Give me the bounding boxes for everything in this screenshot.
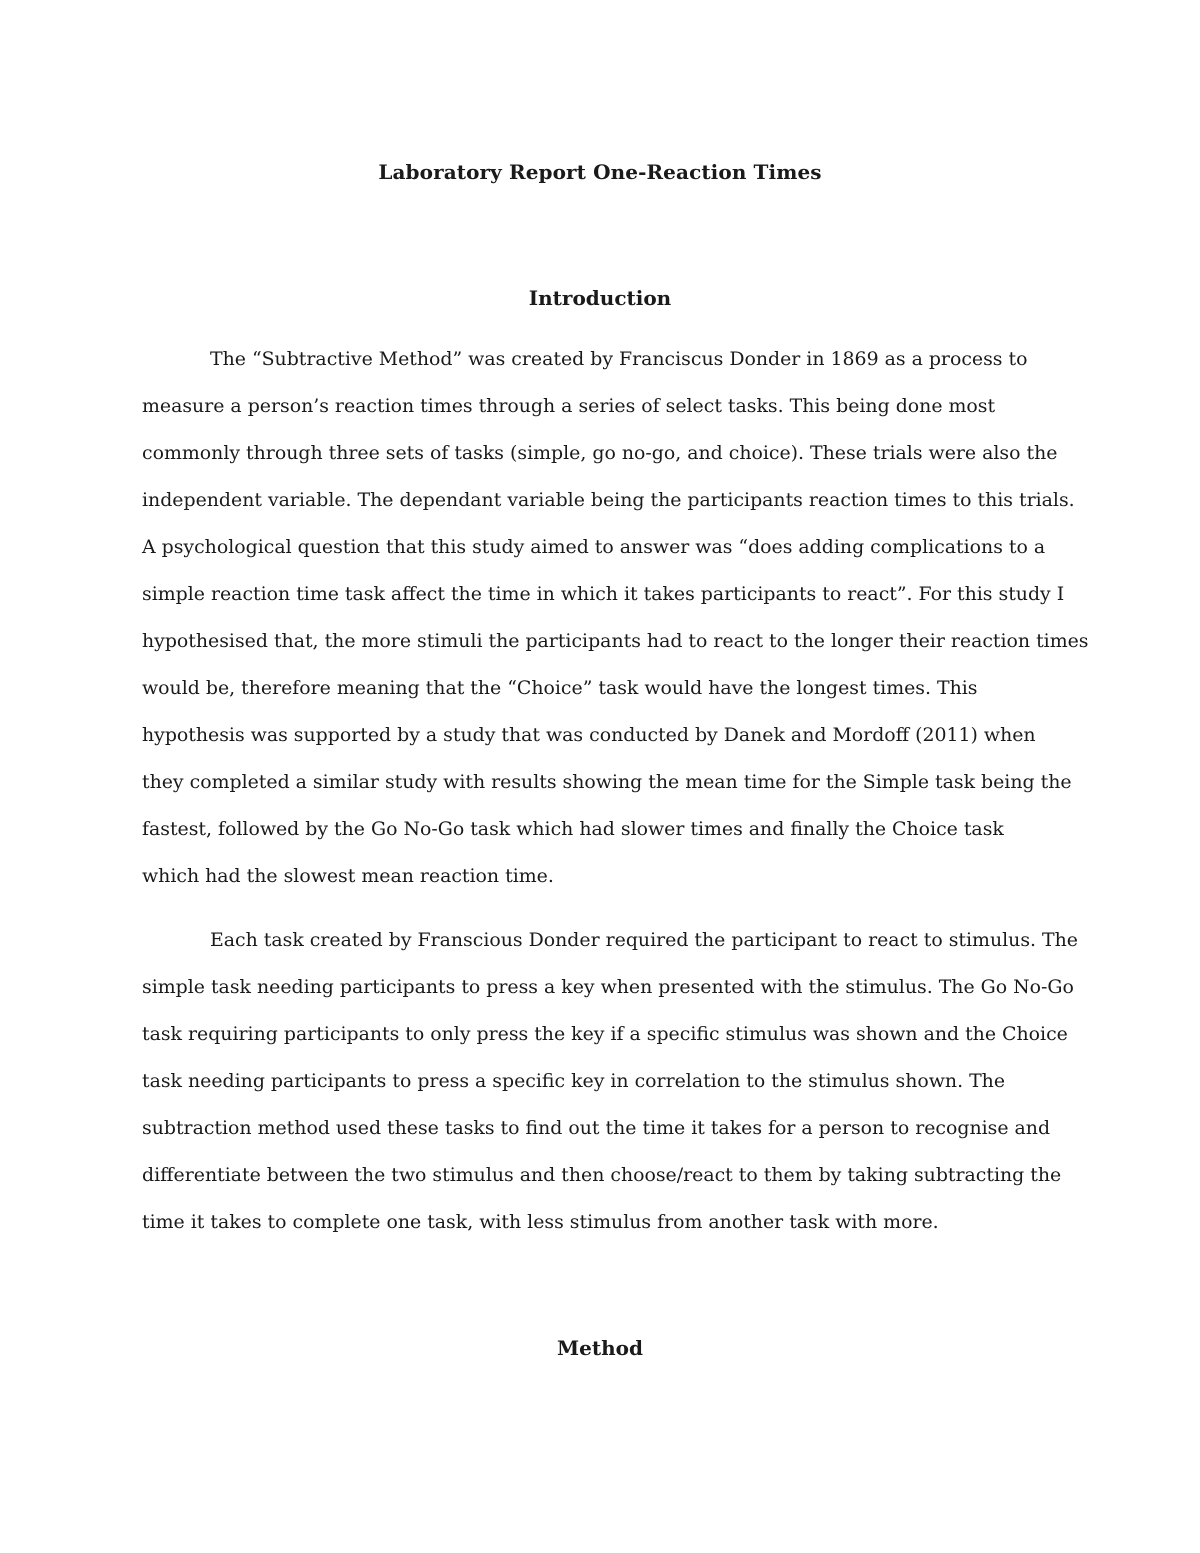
paragraph-line: they completed a similar study with results showing the mean time for the Simple task being the [142,771,1072,793]
section-heading-method: Method [557,1336,643,1360]
paragraph-line: simple task needing participants to press a key when presented with the stimulus. The Go No-Go [142,976,1074,998]
paragraph-line: measure a person’s reaction times through a series of select tasks. This being done most [142,395,996,417]
paragraph-line: hypothesised that, the more stimuli the participants had to react to the longer their reaction times [142,630,1089,652]
section-heading-introduction: Introduction [528,286,672,310]
paragraph-line: task needing participants to press a specific key in correlation to the stimulus shown. The [142,1070,1006,1092]
paragraph-line: independent variable. The dependant variable being the participants reaction times to this trials. [142,489,1075,511]
paragraph-line: hypothesis was supported by a study that was conducted by Danek and Mordoff (2011) when [142,724,1036,746]
paragraph-line: The “Subtractive Method” was created by Franciscus Donder in 1869 as a process to [210,348,1028,370]
document-title: Laboratory Report One-Reaction Times [378,160,822,184]
paragraph-line: commonly through three sets of tasks (simple, go no-go, and choice). These trials were also the [142,442,1058,464]
paragraph-line: would be, therefore meaning that the “Choice” task would have the longest times. This [142,677,978,699]
paragraph-line: time it takes to complete one task, with less stimulus from another task with more. [142,1211,939,1233]
paragraph-line: subtraction method used these tasks to find out the time it takes for a person to recognise and [142,1117,1051,1139]
paragraph-line: differentiate between the two stimulus and then choose/react to them by taking subtracting the [142,1164,1062,1186]
paragraph-line: simple reaction time task affect the time in which it takes participants to react”. For this study I [142,583,1065,605]
paragraph-line: task requiring participants to only press the key if a specific stimulus was shown and the Choice [142,1023,1068,1045]
introduction-paragraph-2 [142,917,1078,1246]
introduction-paragraph-1 [142,336,1089,900]
paragraph-line: Each task created by Franscious Donder required the participant to react to stimulus. The [210,929,1078,951]
paragraph-line: which had the slowest mean reaction time. [142,865,554,887]
paragraph-line: A psychological question that this study aimed to answer was “does adding complications to a [142,536,1046,558]
paragraph-line: fastest, followed by the Go No-Go task which had slower times and finally the Choice task [142,818,1004,840]
